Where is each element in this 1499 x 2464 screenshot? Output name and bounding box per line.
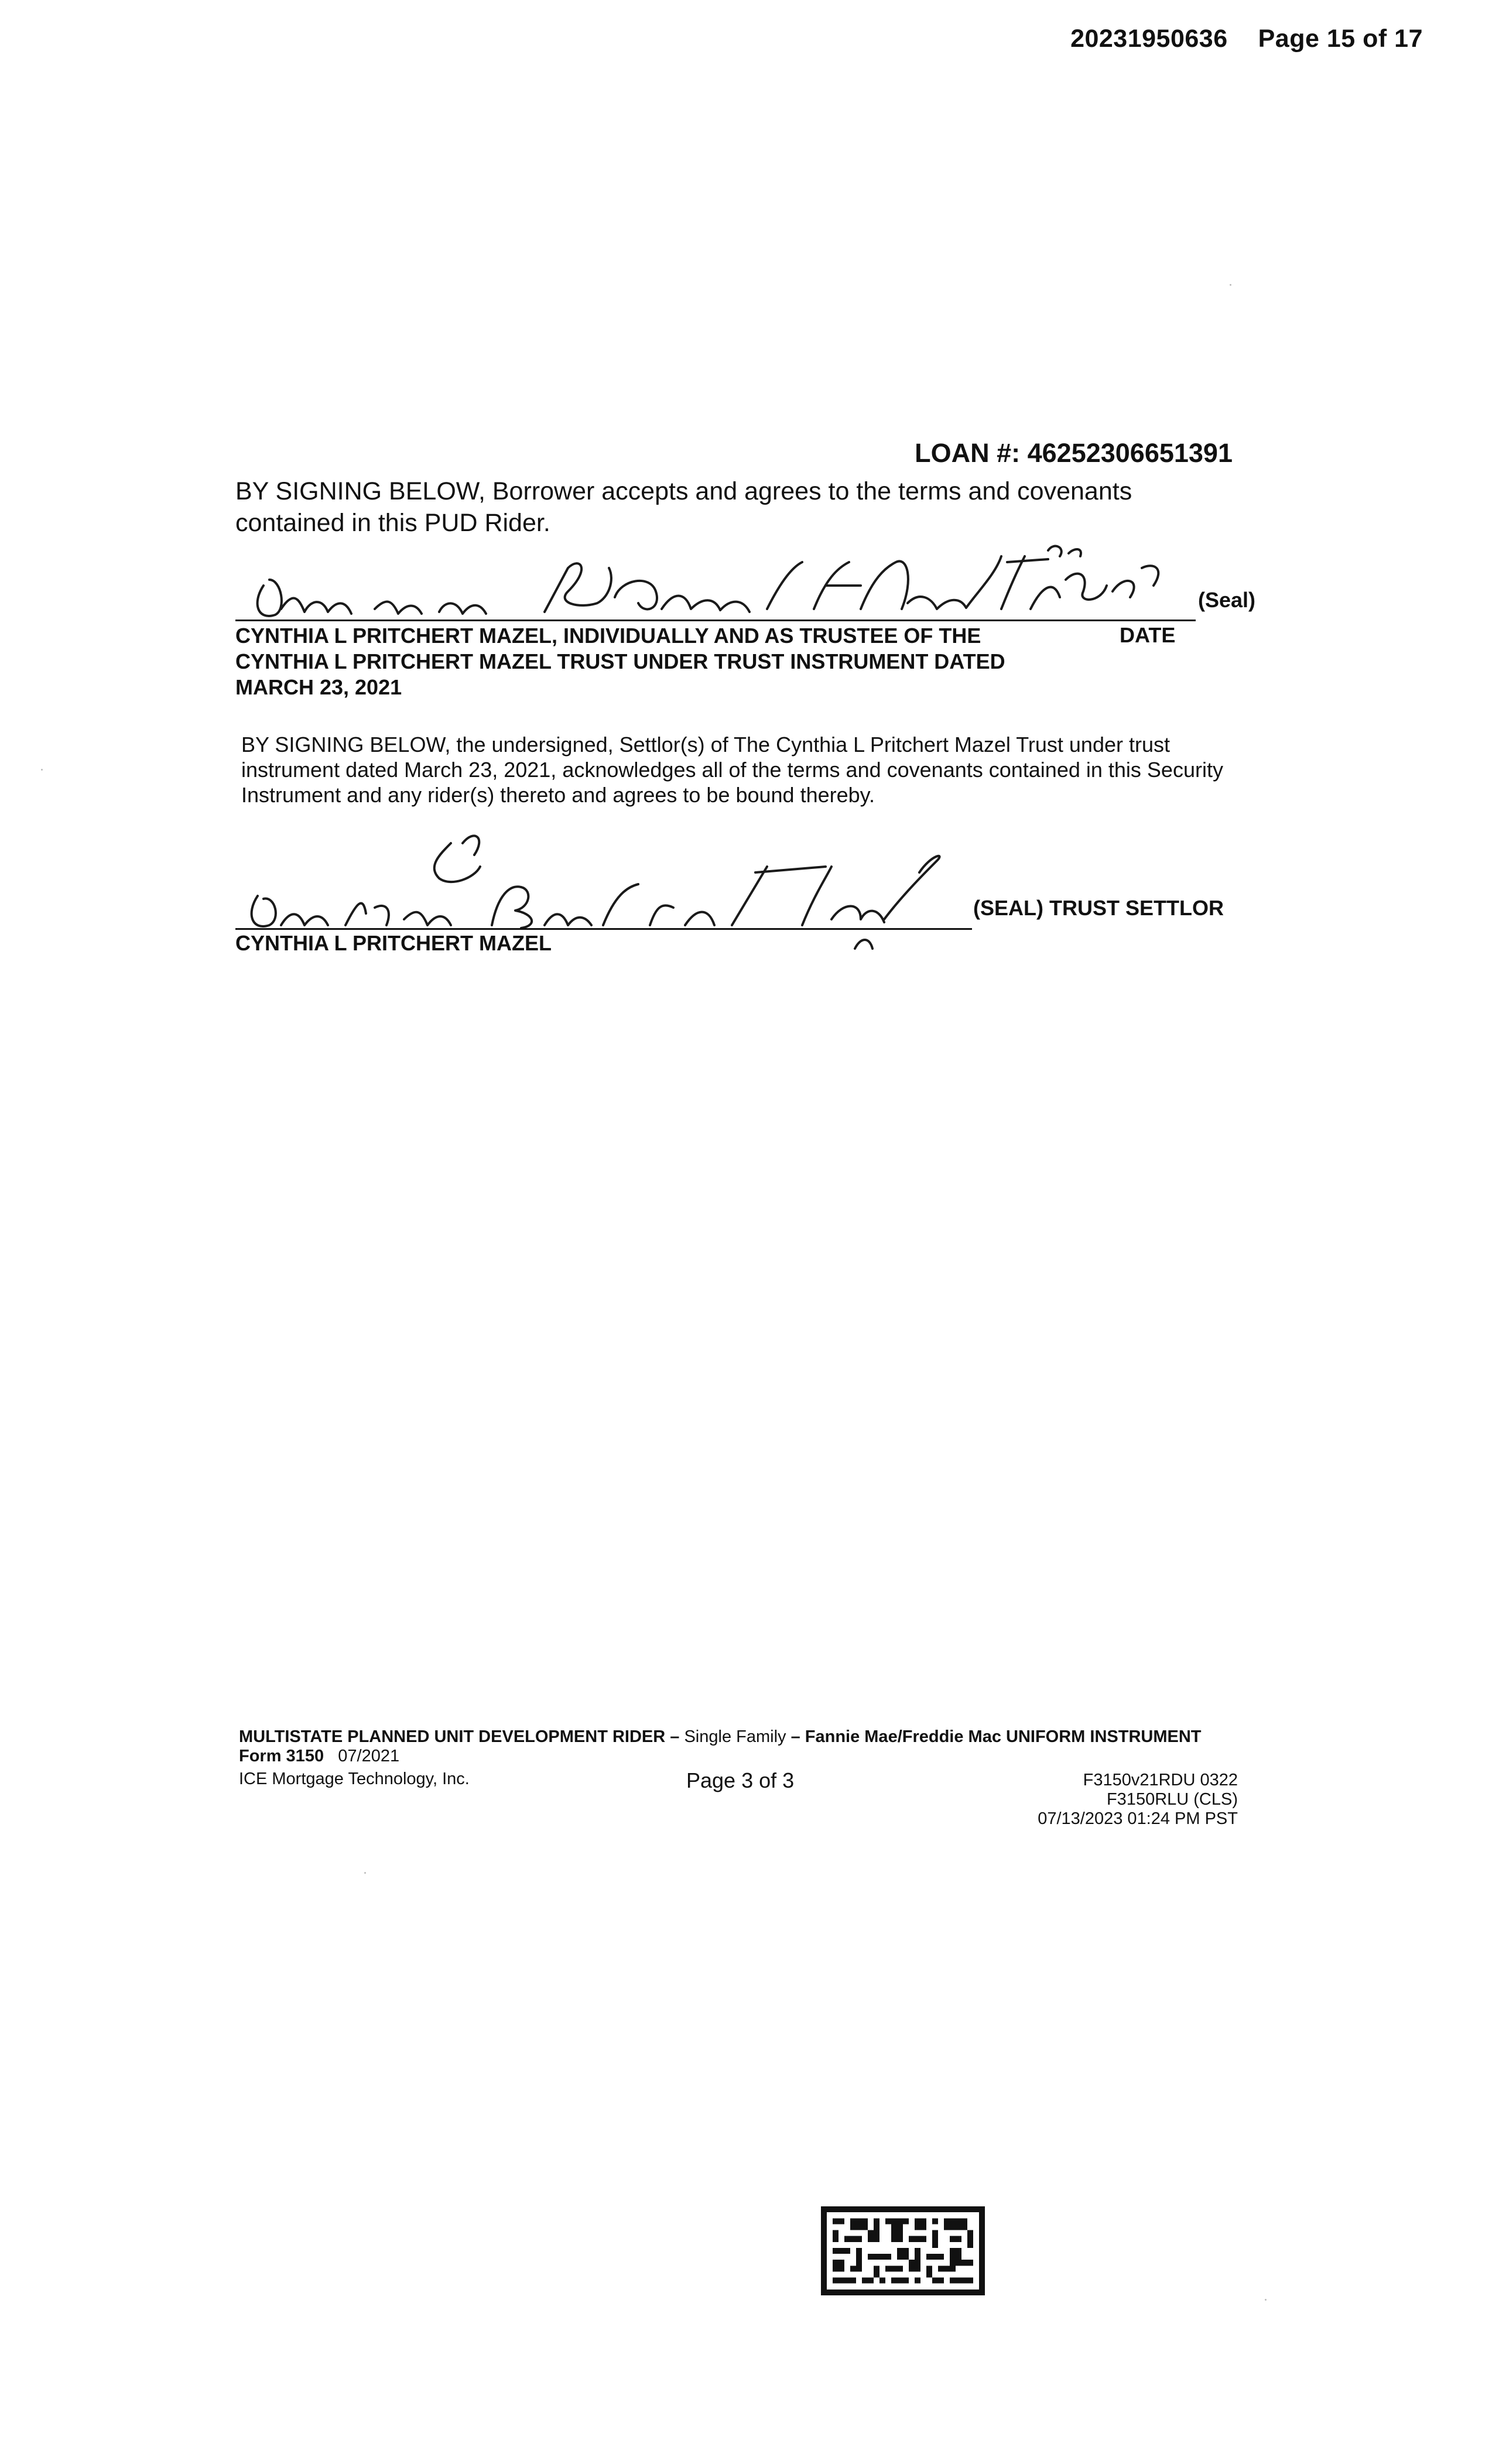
scan-speck [364, 1872, 366, 1874]
footer-company: ICE Mortgage Technology, Inc. [239, 1770, 470, 1788]
footer-form: Form 3150 [239, 1747, 324, 1765]
settlor-seal-label: (SEAL) TRUST SETTLOR [973, 896, 1224, 920]
footer-codes [1038, 1771, 1238, 1829]
footer-form-date: 07/2021 [338, 1747, 400, 1765]
date-label: DATE [1120, 623, 1176, 647]
borrower-caption [235, 623, 1114, 700]
settlor-signature-line [235, 928, 972, 930]
barcode-image [821, 2206, 985, 2295]
borrower-caption-line3: MARCH 23, 2021 [235, 675, 402, 699]
page-header [1070, 25, 1423, 53]
footer-code1: F3150v21RDU 0322 [1083, 1771, 1238, 1789]
borrower-caption-line1: CYNTHIA L PRITCHERT MAZEL, INDIVIDUALLY AND AS TRUSTEE OF THE [235, 624, 981, 648]
settlor-caption: CYNTHIA L PRITCHERT MAZEL [235, 931, 552, 955]
footer-timestamp: 07/13/2023 01:24 PM PST [1038, 1809, 1238, 1828]
loan-number: LOAN #: 46252306651391 [915, 438, 1233, 468]
footer-title-bold: MULTISTATE PLANNED UNIT DEVELOPMENT RIDER – [239, 1727, 680, 1746]
scan-speck [1230, 284, 1231, 286]
scan-speck [1265, 2299, 1267, 2301]
footer-code2: F3150RLU (CLS) [1106, 1790, 1238, 1809]
borrower-caption-line2: CYNTHIA L PRITCHERT MAZEL TRUST UNDER TRUST INSTRUMENT DATED [235, 649, 1005, 673]
footer-title [239, 1727, 1202, 1766]
borrower-signature [240, 545, 1200, 627]
document-number: 20231950636 [1070, 25, 1228, 53]
page-counter: Page 15 of 17 [1258, 25, 1423, 53]
borrower-seal-label: (Seal) [1198, 588, 1256, 612]
footer-title-bold2: – Fannie Mae/Freddie Mac UNIFORM INSTRUMENT [790, 1727, 1202, 1746]
scan-speck [41, 769, 43, 771]
borrower-statement: BY SIGNING BELOW, Borrower accepts and agrees to the terms and covenants contained in this PUD Rider. [235, 477, 1132, 537]
settlor-statement: BY SIGNING BELOW, the undersigned, Settlor(s) of The Cynthia L Pritchert Mazel Trust under trust instrument dated March 23, 2021, acknowledges all of the terms and covenants contained in this Security Instrument and any rider(s) thereto and agrees to be bound thereby. [241, 733, 1223, 807]
borrower-signature-line [235, 620, 1196, 621]
footer-title-normal: Single Family [679, 1727, 791, 1746]
footer-page: Page 3 of 3 [686, 1768, 795, 1792]
